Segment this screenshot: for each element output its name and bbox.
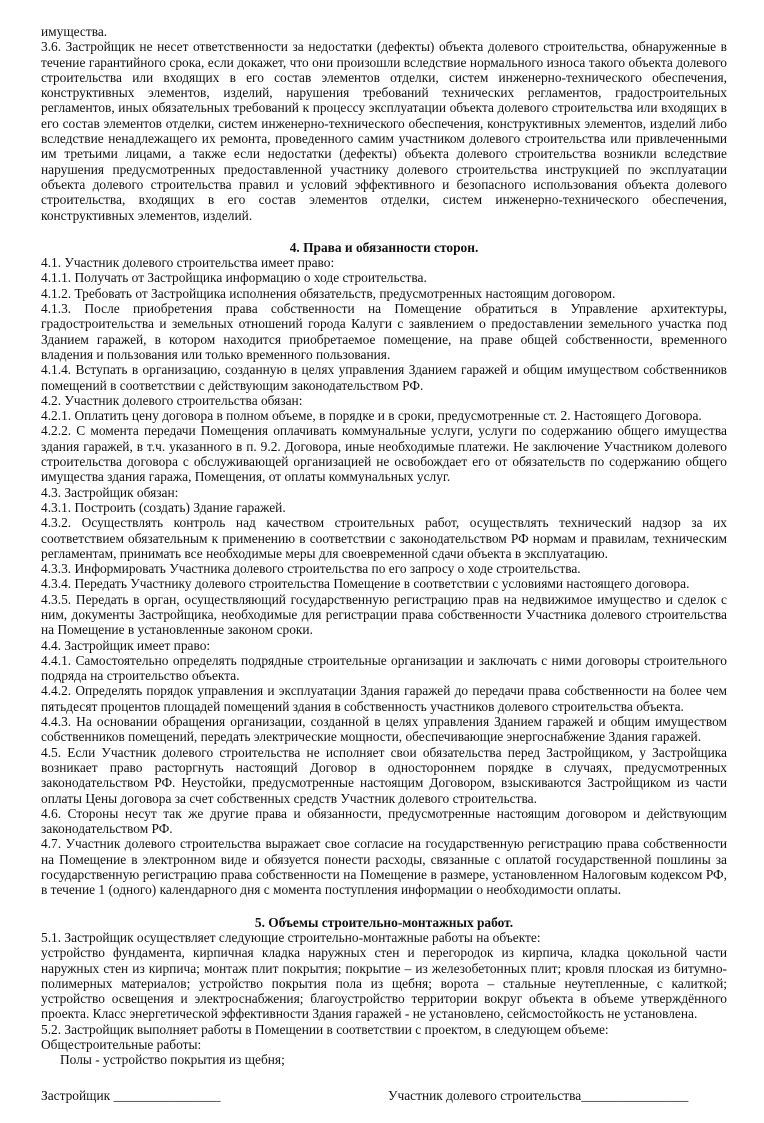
paragraph: 4.1. Участник долевого строительства имеет право: bbox=[41, 255, 335, 271]
paragraph: 4.4.3. На основании обращения организации, созданной в целях управления Зданием гаражей и общим имуществом собственников помещений, передать электрические мощности, обеспечивающие энергоснабжение Здания гаражей. bbox=[41, 714, 727, 745]
section-4-heading: 4. Права и обязанности сторон. bbox=[289, 239, 479, 255]
paragraph: устройство фундамента, кирпичная кладка наружных стен и перегородок из кирпича, кладка цокольной части наружных стен из кирпича; монтаж плит покрытия; покрытие – из железобетонных плит; кровля плоская из битумно-полимерных материалов; устройство покрытия пола из щебня; ворота – стальные неутепленные, с калиткой; устройство освещения и электроснабжения; благоустройство территории вокруг объекта в объеме утверждённого проекта. Класс энергетической эффективности Здания гаражей - не установлено, сейсмостойкость не установлена. bbox=[41, 945, 727, 1022]
signature-row bbox=[41, 1088, 727, 1123]
paragraph: 4.4. Застройщик имеет право: bbox=[41, 637, 211, 653]
paragraph: 4.3.2. Осуществлять контроль над качеством строительных работ, осуществлять технический надзор за их соответствием обязательным к применению в соответствии с законодательством РФ нормам и правилам, техническим регламентам, принимать все необходимые меры для своевременной сдачи объекта в эксплуатацию. bbox=[41, 515, 727, 561]
paragraph: имущества. bbox=[41, 24, 108, 39]
paragraph: 4.5. Если Участник долевого строительства не исполняет свои обязательства перед Застройщиком, у Застройщика возникает право расторгнуть настоящий Договор в одностороннем порядке в случаях, предусмотренных законодательством РФ. Неустойки, предусмотренные настоящим Договором, взыскиваются Застройщиком из части оплаты Цены договора за счет собственных средств Участник долевого строительства. bbox=[41, 744, 727, 806]
paragraph: 4.3.3. Информировать Участника долевого строительства по его запросу о ходе строительства. bbox=[41, 561, 581, 577]
paragraph: 5.2. Застройщик выполняет работы в Помещении в соответствии с проектом, в следующем объеме: bbox=[41, 1021, 609, 1037]
paragraph: 4.4.2. Определять порядок управления и эксплуатации Здания гаражей до передачи права собственности на более чем пятьдесят процентов площадей помещений здания в собственность участников долевого строительства объекта. bbox=[41, 683, 727, 714]
section-5-heading: 5. Объемы строительно-монтажных работ. bbox=[254, 914, 514, 930]
paragraph: Общестроительные работы: bbox=[41, 1037, 202, 1052]
paragraph: 4.2.2. С момента передачи Помещения оплачивать коммунальные услуги, услуги по содержанию общего имущества здания гаражей, в т.ч. указанного в п. 9.2. Договора, иные необходимые платежи. Не заключение Участником долевого строительства договора с обслуживающей организацией не освобождает его от обязательств по содержанию общего имущества здания гаража, Помещения, от оплаты коммунальных услуг. bbox=[41, 423, 727, 485]
document-page bbox=[41, 0, 727, 1123]
paragraph: 4.3. Застройщик обязан: bbox=[41, 484, 179, 500]
paragraph: 5.1. Застройщик осуществляет следующие строительно-монтажные работы на объекте: bbox=[41, 929, 541, 945]
paragraph: 4.2.1. Оплатить цену договора в полном объеме, в порядке и в сроки, предусмотренные ст. 2. Настоящего Договора. bbox=[41, 408, 702, 424]
paragraph: 4.3.1. Построить (создать) Здание гаражей. bbox=[41, 499, 286, 515]
paragraph: 4.1.1. Получать от Застройщика информацию о ходе строительства. bbox=[41, 270, 427, 286]
paragraph: 4.1.4. Вступать в организацию, созданную в целях управления Зданием гаражей и общим имуществом собственников помещений в соответствии с действующим законодательством РФ. bbox=[41, 362, 727, 393]
paragraph: 4.1.3. После приобретения права собственности на Помещение обратиться в Управление архитектуры, градостроительства и земельных отношений города Калуги с заявлением о предоставлении земельного участка под Зданием гаражей, в котором находится приобретаемое помещение, на праве общей собственности, временного владения и пользования или только временного пользования. bbox=[41, 301, 727, 362]
paragraph: 4.1.2. Требовать от Застройщика исполнения обязательств, предусмотренных настоящим договором. bbox=[41, 285, 616, 301]
paragraph: 4.3.4. Передать Участнику долевого строительства Помещение в соответствии с условиями настоящего договора. bbox=[41, 576, 690, 592]
developer-signature-line: Застройщик ________________ bbox=[41, 1087, 221, 1103]
paragraph: 4.7. Участник долевого строительства выражает свое согласие на государственную регистрацию права собственности на Помещение в электронном виде и обязуется понести расходы, связанные с оплатой государственной пошлины за государственную регистрацию права собственности на Помещение в размере, установленном Налоговым кодексом РФ, в течение 1 (одного) календарного дня с момента поступления информации о необходимости оплаты. bbox=[41, 836, 727, 898]
paragraph: 4.2. Участник долевого строительства обязан: bbox=[41, 392, 303, 408]
paragraph: Полы - устройство покрытия из щебня; bbox=[60, 1052, 285, 1068]
paragraph: 4.3.5. Передать в орган, осуществляющий государственную регистрацию прав на недвижимое имущество и сделок с ним, документы Застройщика, необходимые для регистрации права собственности Участника долевого строительства на Помещение в установленные законом сроки. bbox=[41, 591, 727, 638]
participant-signature-line: Участник долевого строительства________________ bbox=[388, 1087, 689, 1103]
paragraph-3-6: 3.6. Застройщик не несет ответственности за недостатки (дефекты) объекта долевого строительства, обнаруженные в течение гарантийного срока, если докажет, что они произошли вследствие нормального износа такого объекта долевого строительства или входящих в его состав элементов отделки, систем инженерно-технического обеспечения, конструктивных элементов, изделий, нарушения требований технических регламентов, градостроительных регламентов, иных обязательных требований к процессу эксплуатации объекта долевого строительства или входящих в его состав элементов отделки, систем инженерно-технического обеспечения, конструктивных элементов, изделий либо вследствие ненадлежащего их ремонта, проведенного самим участником долевого строительства или привлеченными им третьими лицами, а также если недостатки (дефекты) объекта долевого строительства возникли вследствие нарушения предусмотренных предоставленной участнику долевого строительства инструкцией по эксплуатации объекта долевого строительства правил и условий эффективного и безопасного использования объекта долевого строительства, входящих в его состав элементов отделки, систем инженерно-технического обеспечения, конструктивных элементов, изделий. bbox=[41, 39, 727, 223]
paragraph: 4.4.1. Самостоятельно определять подрядные строительные организации и заключать с ними договоры строительного подряда на строительство объекта. bbox=[41, 652, 727, 684]
paragraph: 4.6. Стороны несут так же другие права и обязанности, предусмотренные настоящим договором и действующим законодательством РФ. bbox=[41, 805, 727, 837]
